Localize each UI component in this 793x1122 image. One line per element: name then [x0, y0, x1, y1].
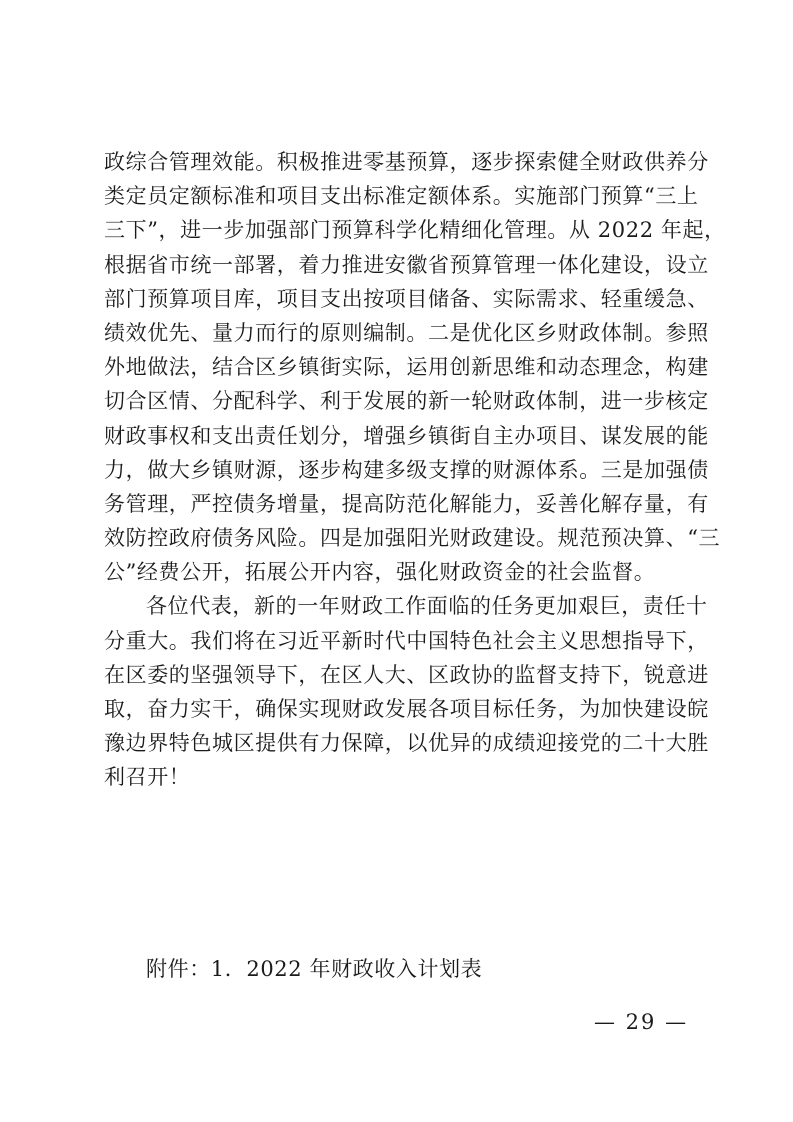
text-line: 三下”，进一步加强部门预算科学化精细化管理。从 2022 年起，	[104, 218, 726, 243]
text-line: 类定员定额标准和项目支出标准定额体系。实施部门预算“三上	[104, 184, 699, 209]
text-line: 效防控政府债务风险。四是加强阳光财政建设。规范预决算、“三	[104, 526, 721, 551]
text-line: 取，奋力实干，确保实现财政发展各项目标任务，为加快建设皖	[104, 697, 709, 721]
text-line: 分重大。我们将在习近平新时代中国特色社会主义思想指导下，	[104, 628, 709, 653]
text-line: 利召开！	[104, 765, 191, 790]
attachment-note: 附件：1．2022 年财政收入计划表	[146, 957, 483, 981]
page-number: — 29 —	[594, 1010, 689, 1034]
text-line: 力，做大乡镇财源，逐步构建多级支撑的财源体系。三是加强债	[104, 457, 709, 482]
body-text	[104, 145, 726, 795]
text-line: 各位代表，新的一年财政工作面临的任务更加艰巨，责任十	[146, 594, 708, 619]
text-line: 豫边界特色城区提供有力保障，以优异的成绩迎接党的二十大胜	[104, 731, 709, 756]
text-line: 在区委的坚强领导下，在区人大、区政协的监督支持下，锐意进	[104, 662, 709, 687]
text-line: 务管理，严控债务增量，提高防范化解能力，妥善化解存量，有	[104, 491, 709, 516]
text-line: 绩效优先、量力而行的原则编制。二是优化区乡财政体制。参照	[104, 320, 709, 345]
text-line: 根据省市统一部署，着力推进安徽省预算管理一体化建设，设立	[104, 252, 709, 277]
text-line: 部门预算项目库，项目支出按项目储备、实际需求、轻重缓急、	[104, 286, 709, 311]
text-line: 外地做法，结合区乡镇街实际，运用创新思维和动态理念，构建	[104, 355, 709, 380]
text-line: 切合区情、分配科学、利于发展的新一轮财政体制，进一步核定	[104, 389, 709, 414]
text-line: 政综合管理效能。积极推进零基预算，逐步探索健全财政供养分	[104, 150, 709, 174]
text-line: 财政事权和支出责任划分，增强乡镇街自主办项目、谋发展的能	[104, 423, 709, 448]
text-line: 公”经费公开，拓展公开内容，强化财政资金的社会监督。	[104, 560, 656, 585]
